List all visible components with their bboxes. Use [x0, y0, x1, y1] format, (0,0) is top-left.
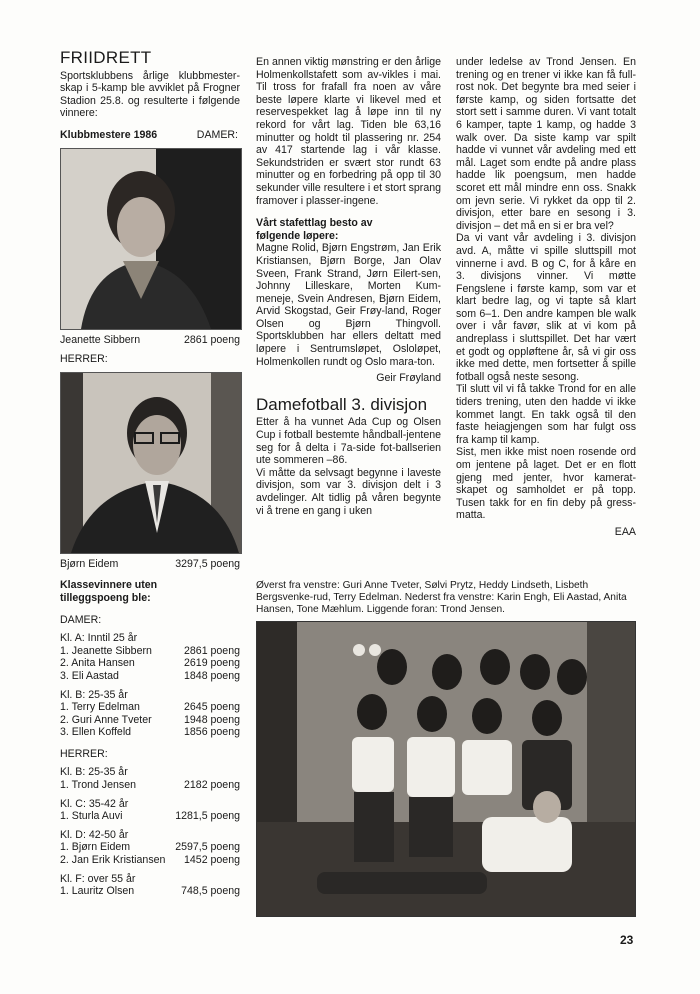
fotball-paragraph-6: Sist, men ikke mist noen rosende ord om jentene på laget. Det er en flott gjeng med jenter, hvor kamerat-skapet og samholdet er på topp. Tusen takk for en fin deby på gress-matta. — [456, 446, 636, 522]
result-row: 2. Anita Hansen 2619 poeng — [60, 657, 240, 670]
damer-list-label: DAMER: — [60, 613, 102, 626]
result-row: 3. Ellen Koffeld 1856 poeng — [60, 726, 240, 739]
herrer-heading: HERRER: — [60, 353, 108, 366]
herrer-list-label: HERRER: — [60, 747, 108, 760]
column-3 — [456, 56, 636, 539]
portrait-man-illustration — [61, 373, 241, 553]
fotball-paragraph-1: Etter å ha vunnet Ada Cup og Olsen Cup i fotball bestemte håndball-jentene seg for å delta i 7a-side fot-ballserien ute sommeren –86. — [256, 416, 441, 467]
column-2 — [256, 56, 441, 517]
class-group: Kl. B: 25-35 år 1. Terry Edelman 2645 poeng 2. Guri Anne Tveter 1948 poeng 3. Ellen Koffeld 1856 poeng — [60, 688, 240, 739]
klubbmestere-heading: Klubbmestere 1986 DAMER: — [60, 128, 238, 141]
result-row: 1. Terry Edelman 2645 poeng — [60, 701, 240, 714]
class-group: Kl. D: 42-50 år 1. Bjørn Eidem 2597,5 poeng 2. Jan Erik Kristiansen 1452 poeng — [60, 828, 240, 867]
fotball-paragraph-4: Da vi vant vår avdeling i 3. divisjon avd. A, måtte vi spille sluttspill mot vinnerne i avd. B og C, for å kåre en 3. divisjons vinner. Vi møtte Fengslene i første kamp, som var et klart bedre lag, og vi tapte så klart som 6–1. Den andre kampen ble walk over i vår favør, slik at vi kom på andreplass i sluttspillet. Det har vært et godt og oppløftene år, så vi gir oss ikke med dette, men fortsetter å spille fotball også neste sesong. — [456, 232, 636, 383]
class-group: Kl. C: 35-42 år 1. Sturla Auvi 1281,5 poeng — [60, 797, 240, 823]
portrait-woman-caption: Jeanette Sibbern 2861 poeng — [60, 333, 240, 346]
result-row: 1. Sturla Auvi 1281,5 poeng — [60, 810, 240, 823]
portrait-photo-woman — [60, 148, 242, 330]
portrait-man-caption: Bjørn Eidem 3297,5 poeng — [60, 557, 240, 570]
herrer-classes — [60, 766, 240, 897]
author-signature: Geir Frøyland — [376, 372, 441, 385]
class-group: Kl. B: 25-35 år 1. Trond Jensen 2182 poeng — [60, 766, 240, 792]
result-row: 1. Jeanette Sibbern 2861 poeng — [60, 644, 240, 657]
stafett-paragraph: En annen viktig mønstring er den årlige Holmenkollstafett som av-vikles i mai. Til tross for frafall fra noen av våre beste løpere klarte vi likevel med et reservespekket lag å løpe inn til ny rekord for vårt lag. Tiden ble 63,16 minutter og holdt til plassering nr. 254 av 417 startende lag i vår klasse. Sekundstriden er svært stor rundt 63 minutter og en forbedring på opp til 30 sekunder ville resultere i et stort sprang framover i plasser-ingene. — [256, 56, 441, 207]
team-group-photo — [256, 621, 636, 917]
team-photo-illustration — [257, 622, 635, 916]
class-group: Kl. F: over 55 år 1. Lauritz Olsen 748,5 poeng — [60, 872, 240, 898]
group-photo-caption: Øverst fra venstre: Guri Anne Tveter, Sølvi Prytz, Heddy Lindseth, Lisbeth Bergsvenke-rud, Terry Edelman. Nederst fra venstre: Karin Engh, Eli Aastad, Anita Hansen, Tone Mæhlum. Liggende foran: Trond Jensen. — [256, 580, 627, 615]
result-row: 3. Eli Aastad 1848 poeng — [60, 669, 240, 682]
stafett-heading: Vårt stafettlag besto av følgende løpere: — [256, 217, 373, 242]
result-row: 2. Guri Anne Tveter 1948 poeng — [60, 713, 240, 726]
result-row: 1. Lauritz Olsen 748,5 poeng — [60, 885, 240, 898]
klasse-heading: Klassevinnere uten tilleggspoeng ble: — [60, 579, 158, 604]
damer-classes — [60, 632, 240, 739]
page-number: 23 — [620, 933, 634, 947]
column-1 — [60, 48, 240, 898]
fotball-paragraph-2: Vi måtte da selvsagt begynne i laveste divisjon, som var 3. divisjon delt i 3 avdelinger. Alt tidlig på våren begynte vi å trene en gang i uken — [256, 466, 441, 517]
fotball-paragraph-3: under ledelse av Trond Jensen. En trening og en trener vi ikke kan få full-rost nok. Det begynte bra med seier i første kamp, og siden fortsatte det stort sett i samme duren. Vi vant totalt 6 kamper, tapte 1 kamp, og hadde 3 walk over. Da siste kamp var spilt hadde vi vunnet vår avdeling med ett mål. Laget som endte på andre plass hadde lik poengsum, men hadde scoret ett mål mindre enn oss. Snakk om jevn serie. Vi rykket da opp til 2. divisjon, etter bare en sesong i 3. divisjon – det må en si er bra vel? — [456, 56, 636, 232]
fotball-paragraph-5: Til slutt vil vi få takke Trond for en alle tiders trening, uten den hadde vi ikke kommet langt. En takk også til den faste heiagjengen som har fulgt oss fra kamp til kamp. — [456, 383, 636, 446]
dame-title: Damefotball 3. divisjon — [256, 394, 428, 414]
author-signature-eaa: EAA — [614, 525, 636, 538]
result-row: 1. Trond Jensen 2182 poeng — [60, 779, 240, 792]
runners-paragraph: Magne Rolid, Bjørn Engstrøm, Jan Erik Kristiansen, Bjørn Borge, Jan Olav Sveen, Frank Strand, Jørn Eilert-sen, Johnny Lilleskare, Morten Kum-meneje, Svein Andresen, Bjørn Eidem, Arvid Skogstad, Geir Frøy-land, Roger Olsen og Bjørn Thingvoll. Sportsklubben har ellers deltatt med løpere i Sentrumsløpet, Osloløpet, Holmenkollen rundt og Oslo mara-ton. — [256, 242, 441, 368]
portrait-photo-man — [60, 372, 242, 554]
section-title: FRIIDRETT — [60, 48, 152, 67]
portrait-woman-illustration — [61, 149, 241, 329]
result-row: 2. Jan Erik Kristiansen 1452 poeng — [60, 854, 240, 867]
class-group: Kl. A: Inntil 25 år 1. Jeanette Sibbern 2861 poeng 2. Anita Hansen 2619 poeng 3. Eli Aastad 1848 poeng — [60, 632, 240, 682]
result-row: 1. Bjørn Eidem 2597,5 poeng — [60, 841, 240, 854]
intro-paragraph: Sportsklubbens årlige klubbmester-skap i 5-kamp ble avviklet på Frogner Stadion 25.8. og resulterte i følgende vinnere: — [60, 69, 240, 120]
